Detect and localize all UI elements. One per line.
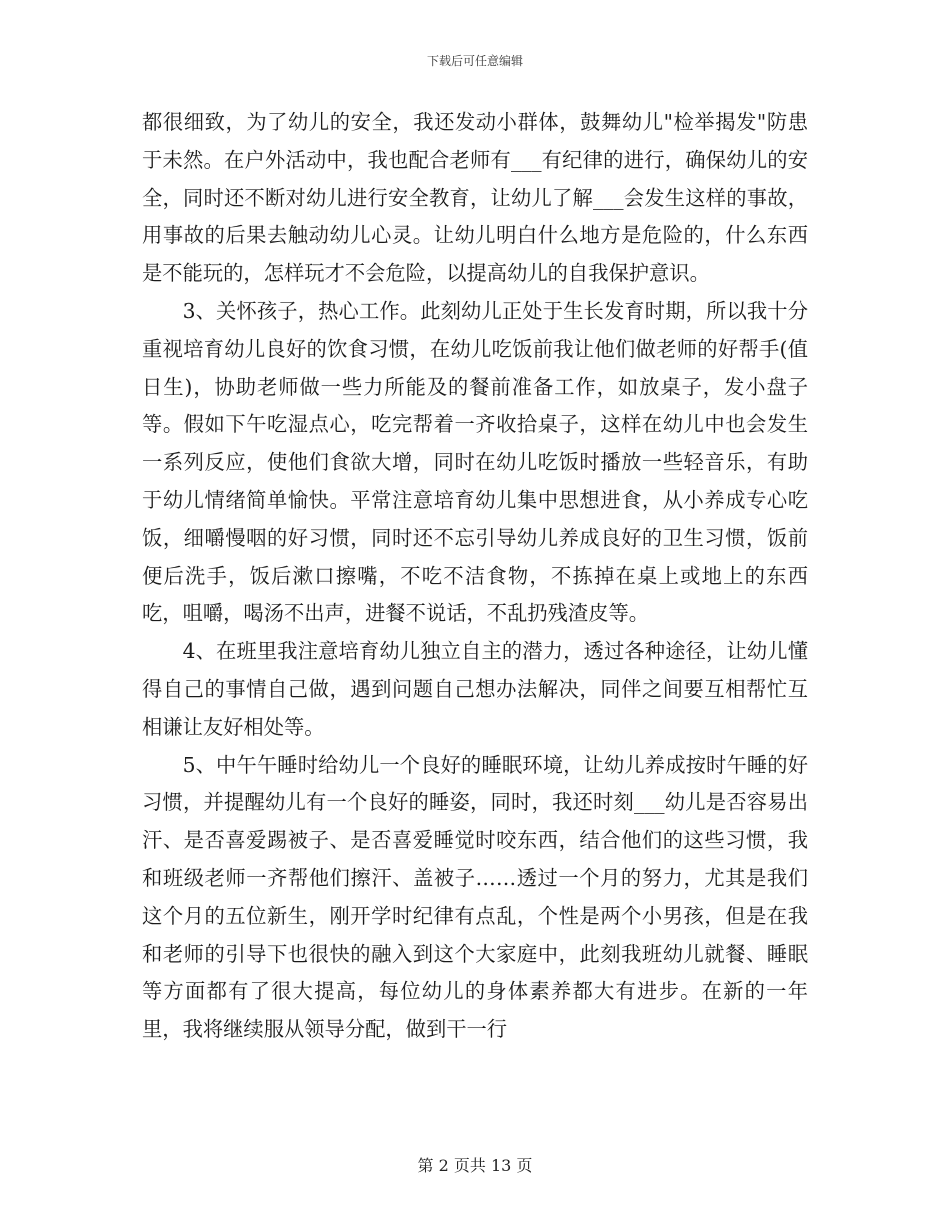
- page-header: 下载后可任意编辑: [426, 54, 523, 68]
- page-number: 第 2 页共 13 页: [417, 1156, 533, 1175]
- paragraph-safety: 都很细致，为了幼儿的安全，我还发动小群体，鼓舞幼儿"检举揭发"防患于未然。在户外活动中，我也配合老师有___有纪律的进行，确保幼儿的安全，同时还不断对幼儿进行安全教育，让幼儿了解___会发生这样的事故，用事故的后果去触动幼儿心灵。让幼儿明白什么地方是危险的，什么东西是不能玩的，怎样玩才不会危险，以提高幼儿的自我保护意识。: [142, 110, 808, 286]
- document-body: [142, 104, 808, 1049]
- paragraph-diet-habits: 3、关怀孩子，热心工作。此刻幼儿正处于生长发育时期，所以我十分重视培育幼儿良好的饮食习惯，在幼儿吃饭前我让他们做老师的好帮手(值日生)，协助老师做一些力所能及的餐前准备工作，如放桌子，发小盘子等。假如下午吃湿点心，吃完帮着一齐收拾桌子，这样在幼儿中也会发生一系列反应，使他们食欲大增，同时在幼儿吃饭时播放一些轻音乐，有助于幼儿情绪简单愉快。平常注意培育幼儿集中思想进食，从小养成专心吃饭，细嚼慢咽的好习惯，同时还不忘引导幼儿养成良好的卫生习惯，饭前便后洗手，饭后漱口擦嘴，不吃不洁食物，不拣掉在桌上或地上的东西吃，咀嚼，喝汤不出声，进餐不说话，不乱扔残渣皮等。: [142, 298, 808, 626]
- paragraph-nap-time: 5、中午午睡时给幼儿一个良好的睡眠环境，让幼儿养成按时午睡的好习惯，并提醒幼儿有一个良好的睡姿，同时，我还时刻___幼儿是否容易出汗、是否喜爱踢被子、是否喜爱睡觉时咬东西，结合他们的这些习惯，我和班级老师一齐帮他们擦汗、盖被子……透过一个月的努力，尤其是我们这个月的五位新生，刚开学时纪律有点乱，个性是两个小男孩，但是在我和老师的引导下也很快的融入到这个大家庭中，此刻我班幼儿就餐、睡眠等方面都有了很大提高，每位幼儿的身体素养都大有进步。在新的一年里，我将继续服从领导分配，做到干一行: [142, 752, 808, 1042]
- paragraph-independence: 4、在班里我注意培育幼儿独立自主的潜力，透过各种途径，让幼儿懂得自己的事情自己做，遇到问题自己想办法解决，同伴之间要互相帮忙互相谦让友好相处等。: [142, 639, 808, 739]
